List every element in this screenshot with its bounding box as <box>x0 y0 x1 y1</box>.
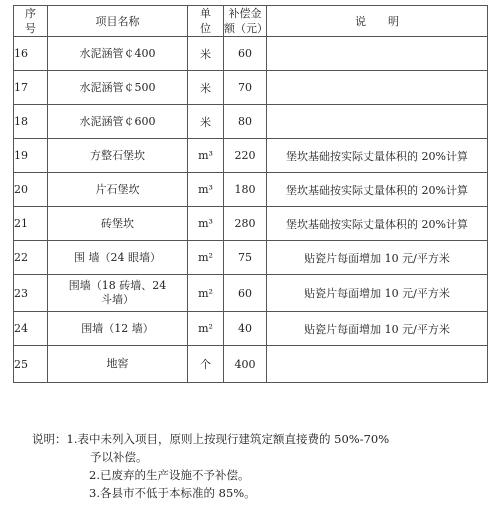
table-row <box>14 105 488 139</box>
row-index: 24 <box>14 312 48 346</box>
row-unit: m² <box>188 241 224 275</box>
row-index: 18 <box>14 105 48 139</box>
row-price: 280 <box>224 207 267 241</box>
row-name: 片石堡坎 <box>48 173 188 207</box>
row-unit: m³ <box>188 139 224 173</box>
row-name: 地窖 <box>48 346 188 383</box>
row-unit: m² <box>188 312 224 346</box>
row-note <box>267 37 488 71</box>
row-unit: m³ <box>188 173 224 207</box>
row-index: 19 <box>14 139 48 173</box>
header-name: 项目名称 <box>48 6 188 37</box>
row-note: 贴瓷片每面增加 10 元/平方米 <box>267 312 488 346</box>
row-price: 220 <box>224 139 267 173</box>
row-note: 贴瓷片每面增加 10 元/平方米 <box>267 275 488 312</box>
row-index: 22 <box>14 241 48 275</box>
compensation-table <box>13 5 488 383</box>
row-price: 75 <box>224 241 267 275</box>
table-row <box>14 139 488 173</box>
note-item-1-continuation: 予以补偿。 <box>90 450 148 464</box>
row-index: 23 <box>14 275 48 312</box>
row-unit: 个 <box>188 346 224 383</box>
row-unit: m² <box>188 275 224 312</box>
row-price: 60 <box>224 37 267 71</box>
header-unit: 单 位 <box>188 6 224 37</box>
row-name <box>48 275 188 312</box>
row-price: 60 <box>224 275 267 312</box>
row-name: 水泥涵管￠500 <box>48 71 188 105</box>
table-row <box>14 37 488 71</box>
table-row <box>14 275 488 312</box>
notes-prefix: 说明： <box>32 432 67 446</box>
row-note: 堡坎基础按实际丈量体积的 20%计算 <box>267 207 488 241</box>
row-price: 400 <box>224 346 267 383</box>
row-name: 砖堡坎 <box>48 207 188 241</box>
row-name: 水泥涵管￠400 <box>48 37 188 71</box>
note-item-1 <box>32 430 492 448</box>
row-index: 16 <box>14 37 48 71</box>
row-unit: 米 <box>188 105 224 139</box>
table-row <box>14 346 488 383</box>
table-row <box>14 207 488 241</box>
row-unit: m³ <box>188 207 224 241</box>
header-note: 说 明 <box>267 6 488 37</box>
row-price: 40 <box>224 312 267 346</box>
table-row <box>14 71 488 105</box>
row-note: 堡坎基础按实际丈量体积的 20%计算 <box>267 173 488 207</box>
row-note <box>267 71 488 105</box>
table-notes <box>32 430 492 502</box>
row-index: 20 <box>14 173 48 207</box>
row-name: 围墙（12 墙） <box>48 312 188 346</box>
note-item-1-text: 1.表中未列入项目，原则上按现行建筑定额直接费的 50%-70% <box>66 432 390 446</box>
table-row <box>14 312 488 346</box>
header-index: 序 号 <box>14 6 48 37</box>
note-item-3: 3.各县市不低于本标准的 85%。 <box>89 486 256 500</box>
row-index: 17 <box>14 71 48 105</box>
row-name: 方整石堡坎 <box>48 139 188 173</box>
table-row <box>14 241 488 275</box>
table-row <box>14 173 488 207</box>
row-price: 180 <box>224 173 267 207</box>
row-unit: 米 <box>188 71 224 105</box>
row-index: 25 <box>14 346 48 383</box>
header-row <box>14 6 488 37</box>
row-note: 堡坎基础按实际丈量体积的 20%计算 <box>267 139 488 173</box>
row-note: 贴瓷片每面增加 10 元/平方米 <box>267 241 488 275</box>
header-price: 补偿金 额（元） <box>224 7 268 35</box>
row-index: 21 <box>14 207 48 241</box>
row-name-line2: 斗墙） <box>101 293 134 306</box>
row-unit: 米 <box>188 37 224 71</box>
row-price: 80 <box>224 105 267 139</box>
row-name: 水泥涵管￠600 <box>48 105 188 139</box>
row-note <box>267 105 488 139</box>
row-note <box>267 346 488 383</box>
row-name-line1: 围墙（18 砖墙、24 <box>68 279 167 292</box>
row-price: 70 <box>224 71 267 105</box>
row-name: 围 墙（24 眼墙） <box>48 241 188 275</box>
note-item-2: 2.已废弃的生产设施不予补偿。 <box>89 468 250 482</box>
